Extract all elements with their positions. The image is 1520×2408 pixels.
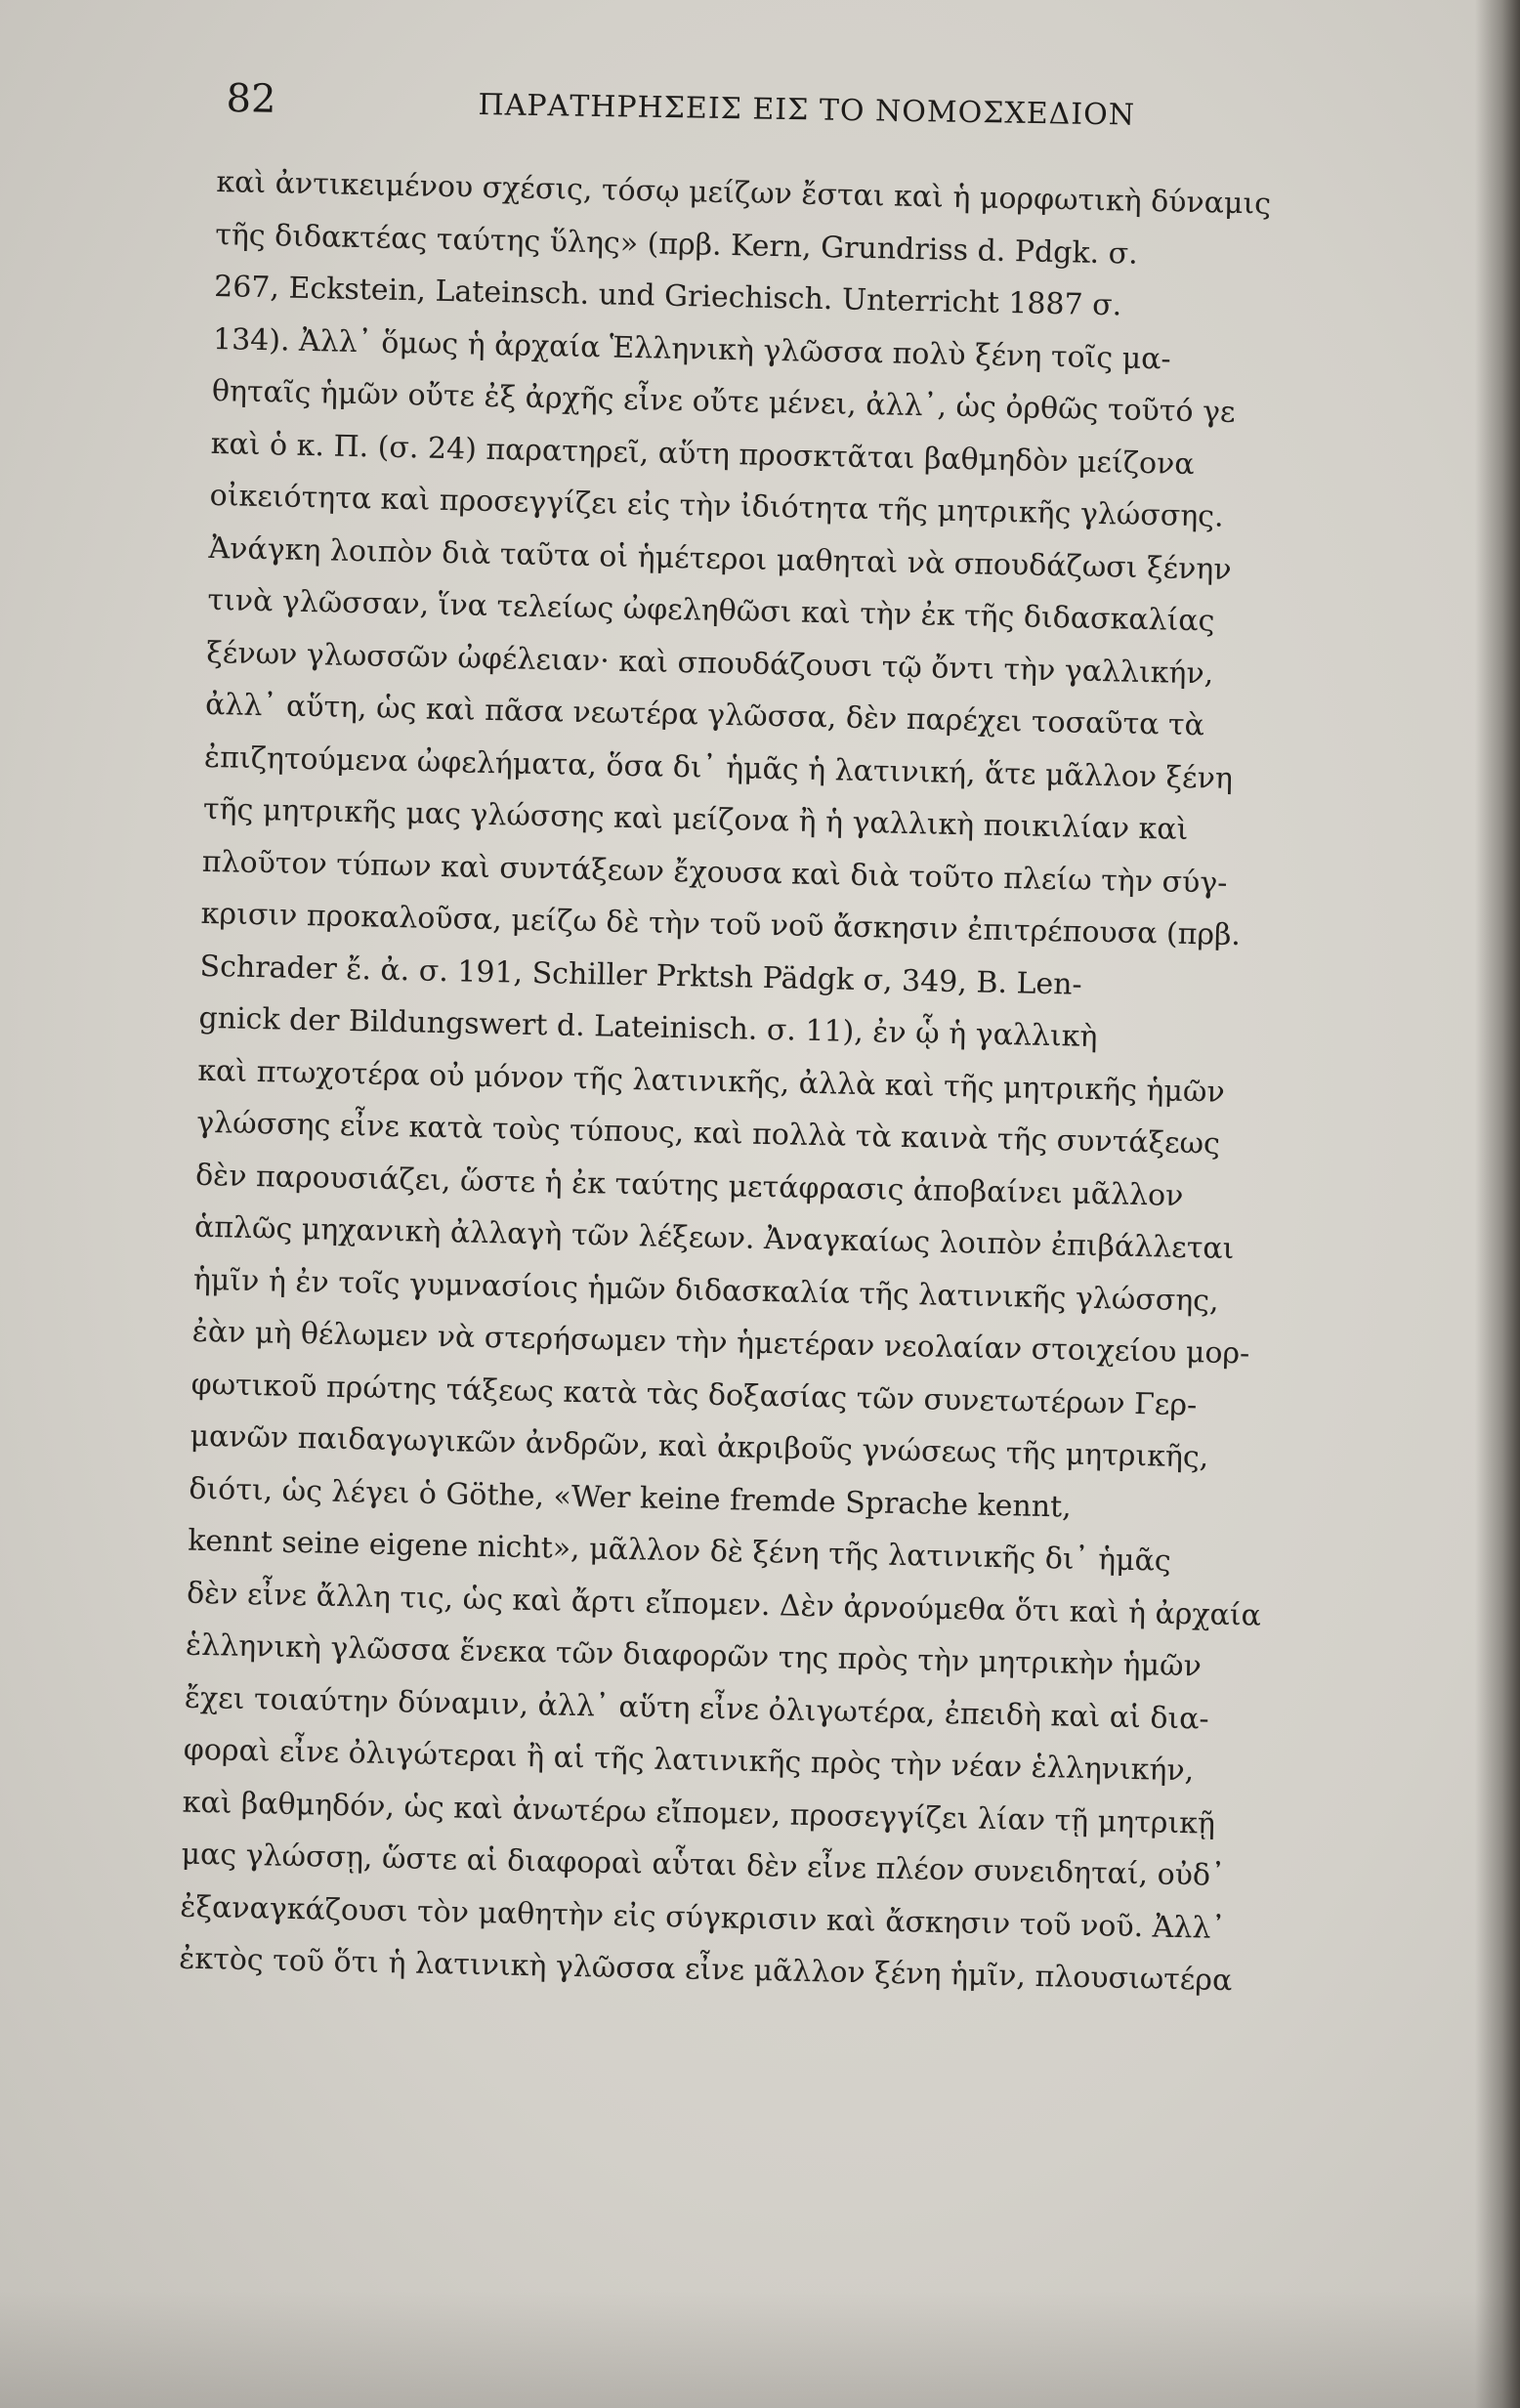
text-line: τινὰ γλῶσσαν, ἵνα τελείως ὠφεληθῶσι καὶ τὴν ἐκ τῆς διδασκαλίας — [207, 582, 1215, 639]
text-line: 267, Eckstein, Lateinsch. und Griechisch. Unterricht 1887 σ. — [213, 269, 1122, 323]
text-line: μας γλώσσῃ, ὥστε αἱ διαφοραὶ αὗται δὲν εἶνε πλέον συνειδηταί, οὐδ᾽ — [181, 1837, 1226, 1893]
text-line: δὲν παρουσιάζει, ὥστε ἡ ἐκ ταύτης μετάφρασις ἀποβαίνει μᾶλλον — [194, 1158, 1184, 1213]
text-line: τῆς διδακτέας ταύτης ὕλης» (πρβ. Kern, Grundriss d. Pdgk. σ. — [214, 217, 1139, 272]
text-line: ἀλλ᾽ αὕτη, ὡς καὶ πᾶσα νεωτέρα γλῶσσα, δὲν παρέχει τοσαῦτα τὰ — [204, 687, 1205, 743]
text-line: θηταῖς ἡμῶν οὔτε ἐξ ἀρχῆς εἶνε οὔτε μένει, ἀλλ᾽, ὡς ὀρθῶς τοῦτό γε — [211, 373, 1236, 430]
text-line: οἰκειότητα καὶ προσεγγίζει εἰς τὴν ἰδιότητα τῆς μητρικῆς γλώσσης. — [209, 478, 1224, 534]
text-line: ἐξαναγκάζουσι τὸν μαθητὴν εἰς σύγκρισιν καὶ ἄσκησιν τοῦ νοῦ. Ἀλλ᾽ — [180, 1889, 1226, 1946]
text-line: πλοῦτον τύπων καὶ συντάξεων ἔχουσα καὶ διὰ τοῦτο πλείω τὴν σύγ- — [201, 844, 1228, 901]
text-line: μανῶν παιδαγωγικῶν ἀνδρῶν, καὶ ἀκριβοῦς γνώσεως τῆς μητρικῆς, — [190, 1418, 1209, 1475]
text-line: kennt seine eigene nicht», μᾶλλον δὲ ξένη τῆς λατινικῆς δι᾽ ἡμᾶς — [187, 1523, 1172, 1579]
body-text — [179, 156, 1389, 2009]
text-line: gnick der Bildungswert d. Lateinisch. σ. 11), ἐν ᾧ ἡ γαλλικὴ — [198, 1000, 1098, 1055]
text-line: Schrader ἔ. ἀ. σ. 191, Schiller Prktsh Pädgk σ, 349, B. Len- — [199, 949, 1083, 1002]
page-number: 82 — [226, 76, 276, 122]
text-line: καὶ βαθμηδόν, ὡς καὶ ἀνωτέρω εἴπομεν, προσεγγίζει λίαν τῇ μητρικῇ — [182, 1785, 1216, 1841]
text-line: τῆς μητρικῆς μας γλώσσης καὶ μείζονα ἢ ἡ γαλλικὴ ποικιλίαν καὶ — [202, 791, 1189, 847]
text-line: ξένων γλωσσῶν ὠφέλειαν· καὶ σπουδάζουσι τῷ ὄντι τὴν γαλλικήν, — [205, 635, 1214, 691]
page-header — [226, 76, 1203, 150]
text-line: φωτικοῦ πρώτης τάξεως κατὰ τὰς δοξασίας τῶν συνετωτέρων Γερ- — [190, 1367, 1198, 1422]
text-line: καὶ πτωχοτέρα οὐ μόνον τῆς λατινικῆς, ἀλλὰ καὶ τῆς μητρικῆς ἡμῶν — [197, 1053, 1226, 1110]
text-line: καὶ ἀντικειμένου σχέσις, τόσῳ μείζων ἔσται καὶ ἡ μορφωτικὴ δύναμις — [216, 164, 1272, 222]
text-line: διότι, ὡς λέγει ὁ Göthe, «Wer keine fremde Sprache kennt, — [189, 1471, 1073, 1525]
text-line: γλώσσης εἶνε κατὰ τοὺς τύπους, καὶ πολλὰ τὰ καινὰ τῆς συντάξεως — [195, 1105, 1221, 1162]
text-line: ἁπλῶς μηχανικὴ ἀλλαγὴ τῶν λέξεων. Ἀναγκαίως λοιπὸν ἐπιβάλλεται — [193, 1209, 1235, 1267]
text-line: ἐὰν μὴ θέλωμεν νὰ στερήσωμεν τὴν ἡμετέραν νεολαίαν στοιχείου μορ- — [191, 1314, 1250, 1372]
text-line: δὲν εἶνε ἄλλη τις, ὡς καὶ ἄρτι εἴπομεν. Δὲν ἀρνούμεθα ὅτι καὶ ἡ ἀρχαία — [186, 1576, 1262, 1633]
text-line: ἐκτὸς τοῦ ὅτι ἡ λατινικὴ γλῶσσα εἶνε μᾶλλον ξένη ἡμῖν, πλουσιωτέρα — [178, 1941, 1233, 1999]
text-line: κρισιν προκαλοῦσα, μείζω δὲ τὴν τοῦ νοῦ ἄσκησιν ἐπιτρέπουσα (πρβ. — [200, 896, 1242, 953]
text-line: ἑλληνικὴ γλῶσσα ἕνεκα τῶν διαφορῶν της πρὸς τὴν μητρικὴν ἡμῶν — [185, 1627, 1203, 1684]
running-head: ΠΑΡΑΤΗΡΗΣΕΙΣ ΕΙΣ ΤΟ ΝΟΜΟΣΧΕΔΙΟΝ — [478, 88, 1136, 133]
page-edge — [1475, 0, 1520, 2408]
text-line: Ἀνάγκη λοιπὸν διὰ ταῦτα οἱ ἡμέτεροι μαθηταὶ νὰ σπουδάζωσι ξένην — [208, 530, 1232, 587]
text-line: ἔχει τοιαύτην δύναμιν, ἀλλ᾽ αὕτη εἶνε ὀλιγωτέρα, ἐπειδὴ καὶ αἱ δια- — [184, 1680, 1209, 1737]
text-line: 134). Ἀλλ᾽ ὅμως ἡ ἀρχαία Ἑλληνικὴ γλῶσσα πολὺ ξένη τοῖς μα- — [212, 321, 1171, 376]
scan-shadow — [0, 2291, 1520, 2408]
text-line: καὶ ὁ κ. Π. (σ. 24) παρατηρεῖ, αὕτη προσκτᾶται βαθμηδὸν μείζονα — [210, 426, 1195, 482]
text-line: ἐπιζητούμενα ὠφελήματα, ὅσα δι᾽ ἡμᾶς ἡ λατινική, ἅτε μᾶλλον ξένη — [203, 739, 1234, 796]
text-line: φοραὶ εἶνε ὀλιγώτεραι ἢ αἱ τῆς λατινικῆς πρὸς τὴν νέαν ἑλληνικήν, — [183, 1732, 1195, 1789]
text-line: ἡμῖν ἡ ἐν τοῖς γυμνασίοις ἡμῶν διδασκαλία τῆς λατινικῆς γλώσσης, — [192, 1262, 1219, 1319]
